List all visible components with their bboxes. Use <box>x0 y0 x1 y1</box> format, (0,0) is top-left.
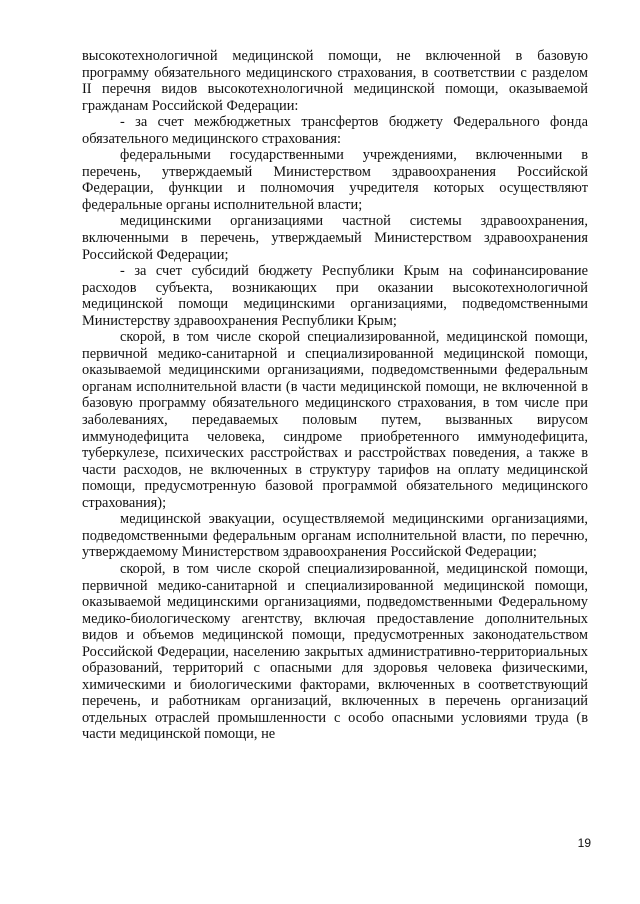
paragraph-continuation: высокотехнологичной медицинской помощи, не включенной в базовую программу обязательного медицинского страхования, в соответствии с разделом II перечня видов высокотехнологичной медицинской помощи, оказываемой гражданам Российской Федерации: <box>82 48 588 114</box>
paragraph-federal-institutions: федеральными государственными учреждениями, включенными в перечень, утверждаемый Министерством здравоохранения Российской Федерации, функции и полномочия учредителя которых осуществляют федеральные органы исполнительной власти; <box>82 147 588 213</box>
document-body <box>82 48 588 743</box>
paragraph-emergency-care: скорой, в том числе скорой специализированной, медицинской помощи, первичной медико-санитарной и специализированной медицинской помощи, оказываемой медицинскими организациями, подведомственными федеральным органам исполнительной власти (в части медицинской помощи, не включенной в базовую программу обязательного медицинского страхования, в том числе при заболеваниях, передаваемых половым путем, вызванных вирусом иммунодефицита человека, синдроме приобретенного иммунодефицита, туберкулезе, психических расстройствах и расстройствах поведения, а также в части расходов, не включенных в структуру тарифов на оплату медицинской помощи, предусмотренную базовой программой обязательного медицинского страхования); <box>82 329 588 511</box>
paragraph-private-organizations: медицинскими организациями частной системы здравоохранения, включенными в перечень, утверждаемый Министерством здравоохранения Российской Федерации; <box>82 213 588 263</box>
paragraph-medical-evacuation: медицинской эвакуации, осуществляемой медицинскими организациями, подведомственными федеральным органам исполнительной власти, по перечню, утверждаемому Министерством здравоохранения Российской Федерации; <box>82 511 588 561</box>
paragraph-fmba-care: скорой, в том числе скорой специализированной, медицинской помощи, первичной медико-санитарной и специализированной медицинской помощи, оказываемой медицинскими организациями, подведомственными Федеральному медико-биологическому агентству, включая предоставление дополнительных видов и объемов медицинской помощи, предусмотренных законодательством Российской Федерации, населению закрытых административно-территориальных образований, территорий с опасными для здоровья человека физическими, химическими и биологическими факторами, включенных в соответствующий перечень, и работникам организаций, включенных в перечень организаций отдельных отраслей промышленности с особо опасными условиями труда (в части медицинской помощи, не <box>82 560 588 743</box>
paragraph-crimea-subsidies: - за счет субсидий бюджету Республики Крым на софинансирование расходов субъекта, возникающих при оказании высокотехнологичной медицинской помощи медицинскими организациями, подведомственными Министерству здравоохранения Республики Крым; <box>82 263 588 329</box>
page-number: 19 <box>577 836 591 850</box>
paragraph-interbudget-transfers: - за счет межбюджетных трансфертов бюджету Федерального фонда обязательного медицинского страхования: <box>82 114 588 147</box>
